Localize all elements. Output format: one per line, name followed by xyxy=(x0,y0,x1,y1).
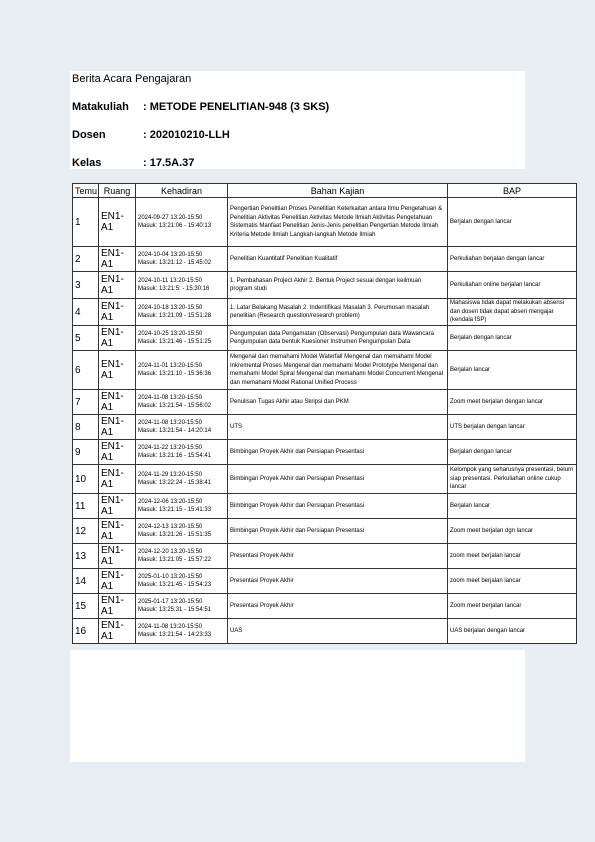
cell-bap: Kelompok yang seharusnya presentasi, belum siap presentasi. Perkuliahan online cukup lancar xyxy=(448,465,577,494)
cell-ruang: EN1-A1 xyxy=(99,351,136,390)
checkin-text: Masuk: 13:21:54 - 15:56:02 xyxy=(138,403,212,409)
field-label: Matakuliah xyxy=(72,101,129,113)
checkin-text: Masuk: 13:21:54 - 14:23:33 xyxy=(138,632,212,638)
column-header-ruang: Ruang xyxy=(99,184,136,198)
cell-kehadiran xyxy=(136,198,228,247)
document-title: Berita Acara Pengajaran xyxy=(72,73,192,85)
field-dosen xyxy=(72,129,230,141)
cell-kehadiran xyxy=(136,326,228,351)
cell-kehadiran xyxy=(136,247,228,272)
cell-ruang: EN1-A1 xyxy=(99,198,136,247)
cell-bahan-kajian: Pengertian Penelitian Proses Penelitian Keterkaitan antara Ilmu Pengetahuan & Penelitian Aktivitas Penelitian Aktivitas Metode Ilmiah Aktivitas Pengetahuan Sistematis Manfaat Penelitian Jenis-Jenis penelitian Pengertian Metode Ilmiah Kriteria Metode Ilmiah Langkah-langkah Metode Ilmiah xyxy=(228,198,448,247)
table-body xyxy=(73,198,577,644)
cell-bap: UTS berjalan dengan lancar xyxy=(448,415,577,440)
cell-kehadiran xyxy=(136,519,228,544)
table-row xyxy=(73,390,577,415)
schedule-text: 2024-12-20 13:20-15:50 xyxy=(138,548,203,555)
cell-ruang: EN1-A1 xyxy=(99,326,136,351)
cell-temu: 10 xyxy=(73,465,99,494)
cell-kehadiran xyxy=(136,465,228,494)
cell-bap: Zoom meet berjalan dgn lancar xyxy=(448,519,577,544)
checkin-text: Masuk: 13:21:06 - 15:40:13 xyxy=(138,223,212,229)
cell-kehadiran xyxy=(136,390,228,415)
column-header-temu: Temu xyxy=(73,184,99,198)
cell-bap: Berjalan lancar xyxy=(448,494,577,519)
table-row xyxy=(73,299,577,326)
schedule-text: 2024-10-18 13:20-15:50 xyxy=(138,304,203,311)
cell-bap: Perkuliahan online berjalan lancar xyxy=(448,272,577,299)
cell-kehadiran xyxy=(136,544,228,569)
cell-kehadiran xyxy=(136,440,228,465)
cell-kehadiran xyxy=(136,415,228,440)
checkin-text: Masuk: 13:21:05 - 15:57:22 xyxy=(138,557,212,563)
schedule-text: 2025-01-10 13:20-15:50 xyxy=(138,573,203,580)
cell-temu: 5 xyxy=(73,326,99,351)
checkin-text: Masuk: 13:21:09 - 15:51:28 xyxy=(138,313,212,319)
cell-ruang: EN1-A1 xyxy=(99,299,136,326)
table-row xyxy=(73,494,577,519)
cell-bap: Perkuliahan berjalan dengan lancar xyxy=(448,247,577,272)
schedule-text: 2024-11-08 13:20-15:50 xyxy=(138,419,202,426)
cell-bahan-kajian: Presentasi Proyek Akhir xyxy=(228,594,448,619)
table-row xyxy=(73,440,577,465)
attendance-table-wrapper xyxy=(72,183,576,644)
column-header-bahan-kajian: Bahan Kajian xyxy=(228,184,448,198)
cell-kehadiran xyxy=(136,619,228,644)
checkin-text: Masuk: 13:22:24 - 15:38:41 xyxy=(138,480,212,486)
checkin-text: Masuk: 13:21:45 - 15:54:23 xyxy=(138,582,212,588)
cell-bahan-kajian: UTS xyxy=(228,415,448,440)
cell-bap: zoom meet berjalan lancar xyxy=(448,544,577,569)
cell-temu: 14 xyxy=(73,569,99,594)
cell-temu: 3 xyxy=(73,272,99,299)
checkin-text: Masuk: 13:21:46 - 15:51:25 xyxy=(138,339,212,345)
table-row xyxy=(73,351,577,390)
cell-bap: Zoom meet berjalan lancar xyxy=(448,594,577,619)
cell-bahan-kajian: UAS xyxy=(228,619,448,644)
cell-bahan-kajian: Bimbingan Proyek Akhir dan Persiapan Presentasi xyxy=(228,440,448,465)
cell-temu: 16 xyxy=(73,619,99,644)
table-row xyxy=(73,569,577,594)
cell-temu: 7 xyxy=(73,390,99,415)
cell-ruang: EN1-A1 xyxy=(99,594,136,619)
cell-bahan-kajian: Pengumpulan data Pengamatan (Observasi) Pengumpulan data Wawancara Pengumpulan data bentuk Kuesioner Instrumen Pengumpulan Data xyxy=(228,326,448,351)
table-row xyxy=(73,272,577,299)
cell-ruang: EN1-A1 xyxy=(99,272,136,299)
cell-bahan-kajian: Presentasi Proyek Akhir xyxy=(228,544,448,569)
cell-temu: 8 xyxy=(73,415,99,440)
cell-ruang: EN1-A1 xyxy=(99,544,136,569)
checkin-text: Masuk: 13:21:5: - 15:30:16 xyxy=(138,286,210,292)
schedule-text: 2024-11-01 13:20-15:50 xyxy=(138,362,202,369)
cell-ruang: EN1-A1 xyxy=(99,569,136,594)
cell-ruang: EN1-A1 xyxy=(99,415,136,440)
cell-bahan-kajian: Mengenal dan memahami Model Waterfall Mengenal dan memahami Model Inkremental Proses Mengenal dan memahami Model Prototype Mengenal dan memahami Model Spiral Mengenal dan memahami Model Concurrent Mengenal dan memahami Model Rational Unified Process xyxy=(228,351,448,390)
cell-ruang: EN1-A1 xyxy=(99,390,136,415)
cell-bap: Mahasiswa tidak dapat melakukan absensi dan dosen tidak dapat absen mengajar (kendala ISP) xyxy=(448,299,577,326)
cell-kehadiran xyxy=(136,299,228,326)
table-row xyxy=(73,415,577,440)
cell-kehadiran xyxy=(136,272,228,299)
cell-ruang: EN1-A1 xyxy=(99,465,136,494)
cell-bap: Berjalan dengan lancar xyxy=(448,198,577,247)
checkin-text: Masuk: 13:21:15 - 15:41:33 xyxy=(138,507,212,513)
field-value: : METODE PENELITIAN-948 (3 SKS) xyxy=(143,101,330,113)
cell-ruang: EN1-A1 xyxy=(99,619,136,644)
cell-bahan-kajian: Bimbingan Proyek Akhir dan Persiapan Presentasi xyxy=(228,519,448,544)
attendance-table xyxy=(72,183,577,644)
cell-bahan-kajian: Penelitian Kuantitatif Penelitian Kualitatif xyxy=(228,247,448,272)
checkin-text: Masuk: 13:21:54 - 14:20:14 xyxy=(138,428,212,434)
table-row xyxy=(73,247,577,272)
cell-temu: 12 xyxy=(73,519,99,544)
header-panel xyxy=(70,71,525,169)
schedule-text: 2024-11-08 13:20-15:50 xyxy=(138,394,202,401)
schedule-text: 2024-11-08 13:20-15:50 xyxy=(138,623,202,630)
cell-bahan-kajian: Penulisan Tugas Akhir atau Skripsi dan PKM xyxy=(228,390,448,415)
cell-bahan-kajian: Presentasi Proyek Akhir xyxy=(228,569,448,594)
cell-temu: 13 xyxy=(73,544,99,569)
schedule-text: 2024-09-27 13:20-15:50 xyxy=(138,214,203,221)
cell-temu: 1 xyxy=(73,198,99,247)
cell-bap: UAS berjalan dengan lancar xyxy=(448,619,577,644)
field-value: : 202010210-LLH xyxy=(143,129,230,141)
checkin-text: Masuk: 13:21:12 - 15:45:02 xyxy=(138,260,212,266)
field-value: : 17.5A.37 xyxy=(143,157,195,169)
schedule-text: 2024-12-13 13:20-15:50 xyxy=(138,523,203,530)
schedule-text: 2024-11-22 13:20-15:50 xyxy=(138,444,202,451)
schedule-text: 2024-10-04 13:20-15:50 xyxy=(138,251,203,258)
cell-kehadiran xyxy=(136,351,228,390)
cell-ruang: EN1-A1 xyxy=(99,440,136,465)
table-row xyxy=(73,198,577,247)
cell-bap: Berjalan lancar xyxy=(448,351,577,390)
table-row xyxy=(73,619,577,644)
checkin-text: Masuk: 13:21:26 - 15:51:35 xyxy=(138,532,212,538)
cell-bahan-kajian: 1. Latar Belakang Masalah 2. Indentifikasi Masalah 3. Perumusan masalah penelitian (Research question/research problem) xyxy=(228,299,448,326)
table-header-row xyxy=(73,184,577,198)
column-header-bap: BAP xyxy=(448,184,577,198)
table-row xyxy=(73,519,577,544)
cell-temu: 15 xyxy=(73,594,99,619)
checkin-text: Masuk: 13:25:31 - 15:54:51 xyxy=(138,607,212,613)
schedule-text: 2024-10-11 13:20-15:50 xyxy=(138,277,202,284)
checkin-text: Masuk: 13:21:16 - 15:54:41 xyxy=(138,453,212,459)
schedule-text: 2025-01-17 13:20-15:50 xyxy=(138,598,203,605)
footer-panel xyxy=(70,650,525,762)
cell-temu: 9 xyxy=(73,440,99,465)
table-row xyxy=(73,326,577,351)
field-matakuliah xyxy=(72,101,329,113)
cell-kehadiran xyxy=(136,594,228,619)
cell-bap: Berjalan dengan lancar xyxy=(448,326,577,351)
table-row xyxy=(73,544,577,569)
cell-temu: 2 xyxy=(73,247,99,272)
cell-bahan-kajian: 1. Pembahasan Project Akhir 2. Bentuk Project sesuai dengan keilmuan program studi xyxy=(228,272,448,299)
cell-bahan-kajian: Bimbingan Proyek Akhir dan Persiapan Presentasi xyxy=(228,494,448,519)
checkin-text: Masuk: 13:21:10 - 15:36:36 xyxy=(138,371,212,377)
cell-ruang: EN1-A1 xyxy=(99,519,136,544)
cell-ruang: EN1-A1 xyxy=(99,247,136,272)
table-row xyxy=(73,465,577,494)
table-row xyxy=(73,594,577,619)
field-label: Dosen xyxy=(72,129,106,141)
cell-temu: 11 xyxy=(73,494,99,519)
schedule-text: 2024-11-29 13:20-15:50 xyxy=(138,471,202,478)
cell-temu: 6 xyxy=(73,351,99,390)
cell-temu: 4 xyxy=(73,299,99,326)
schedule-text: 2024-10-25 13:20-15:50 xyxy=(138,330,203,337)
cell-bap: Zoom meet berjalan dengan lancar xyxy=(448,390,577,415)
cell-bap: Berjalan dengan lancar xyxy=(448,440,577,465)
cell-kehadiran xyxy=(136,494,228,519)
cell-kehadiran xyxy=(136,569,228,594)
schedule-text: 2024-12-06 13:20-15:50 xyxy=(138,498,203,505)
cell-bap: zoom meet berjalan lancar xyxy=(448,569,577,594)
cell-ruang: EN1-A1 xyxy=(99,494,136,519)
field-kelas xyxy=(72,157,194,169)
column-header-kehadiran: Kehadiran xyxy=(136,184,228,198)
field-label: Kelas xyxy=(72,157,102,169)
cell-bahan-kajian: Bimbingan Proyek Akhir dan Persiapan Presentasi xyxy=(228,465,448,494)
